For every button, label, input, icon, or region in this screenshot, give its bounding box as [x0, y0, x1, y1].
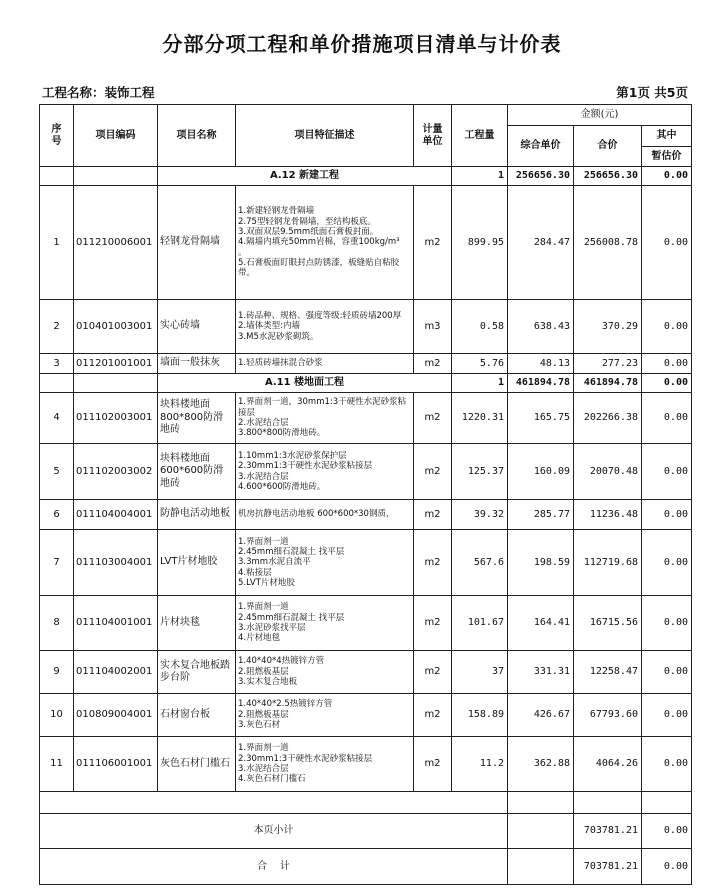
row-seq: 3: [40, 354, 74, 374]
row-total: 4064.26: [574, 737, 642, 792]
row-qty: 39.32: [452, 500, 508, 530]
section-unit-price: 256656.30: [508, 167, 574, 186]
row-unit: m2: [414, 651, 452, 694]
row-unit-price: 426.67: [508, 694, 574, 737]
row-provisional: 0.00: [642, 651, 692, 694]
row-unit: m2: [414, 186, 452, 300]
row-provisional: 0.00: [642, 393, 692, 444]
row-code: 011104001001: [74, 596, 158, 651]
row-code: 011104004001: [74, 500, 158, 530]
row-seq: 5: [40, 444, 74, 500]
row-unit: m2: [414, 354, 452, 374]
row-seq: 7: [40, 530, 74, 596]
row-seq: 1: [40, 186, 74, 300]
row-seq: 9: [40, 651, 74, 694]
row-desc: 1.40*40*2.5热镀锌方管 2.阻燃板基层 3.灰色石材: [236, 694, 414, 737]
row-seq: 2: [40, 300, 74, 354]
row-provisional: 0.00: [642, 694, 692, 737]
section-qty: 1: [452, 167, 508, 186]
table-row: [40, 354, 692, 374]
table-row: [40, 596, 692, 651]
grand-total-provisional: 0.00: [642, 849, 692, 885]
subtotal-row: [40, 814, 692, 849]
row-unit-price: 160.09: [508, 444, 574, 500]
page-title: 分部分项工程和单价措施项目清单与计价表: [162, 32, 562, 56]
row-seq: 6: [40, 500, 74, 530]
table-row: [40, 737, 692, 792]
row-desc: 1.界面剂一道 2.45mm细石混凝土 找平层 3.水泥砂浆找平层 4.片材地毯: [236, 596, 414, 651]
row-name: 防静电活动地板: [158, 500, 236, 530]
row-seq: 8: [40, 596, 74, 651]
row-unit: m2: [414, 500, 452, 530]
header-desc: 项目特征描述: [236, 105, 414, 167]
section-provisional: 0.00: [642, 374, 692, 393]
row-name: 灰色石材门槛石: [158, 737, 236, 792]
row-total: 12258.47: [574, 651, 642, 694]
row-provisional: 0.00: [642, 444, 692, 500]
row-desc: 1.界面剂一道 2.30mm1:3干硬性水泥砂浆粘接层 3.水泥结合层 4.灰色石材门槛石: [236, 737, 414, 792]
row-unit-price: 165.75: [508, 393, 574, 444]
row-unit-price: 638.43: [508, 300, 574, 354]
table-row: [40, 393, 692, 444]
row-qty: 5.76: [452, 354, 508, 374]
row-qty: 1220.31: [452, 393, 508, 444]
subtotal-label: 本页小计: [40, 814, 508, 849]
header-name: 项目名称: [158, 105, 236, 167]
row-code: 011210006001: [74, 186, 158, 300]
page-info: 第1页 共5页: [616, 85, 688, 100]
row-unit: m2: [414, 596, 452, 651]
table-row: [40, 530, 692, 596]
row-code: 010401003001: [74, 300, 158, 354]
row-desc: 1.界面剂一道，30mm1:3干硬性水泥砂浆粘接层 2.水泥结合层 3.800*800防滑地砖。: [236, 393, 414, 444]
row-desc: 1.砖品种、规格、强度等级:轻质砖墙200厚 2.墙体类型:内墙 3.M5水泥砂浆砌筑。: [236, 300, 414, 354]
row-qty: 11.2: [452, 737, 508, 792]
grand-total-row: [40, 849, 692, 885]
row-seq: 11: [40, 737, 74, 792]
row-unit: m2: [414, 444, 452, 500]
row-name: 实木复合地板踏步台阶: [158, 651, 236, 694]
row-name: 块料楼地面800*800防滑地砖: [158, 393, 236, 444]
row-total: 370.29: [574, 300, 642, 354]
row-code: 011106001001: [74, 737, 158, 792]
row-desc: 机房抗静电活动地板 600*600*30钢质，: [236, 500, 414, 530]
row-unit-price: 48.13: [508, 354, 574, 374]
row-name: 实心砖墙: [158, 300, 236, 354]
row-code: 011104002001: [74, 651, 158, 694]
header-total: 合价: [574, 126, 642, 167]
grand-total-label: 合 计: [40, 849, 508, 885]
row-total: 112719.68: [574, 530, 642, 596]
row-qty: 567.6: [452, 530, 508, 596]
section-total: 461894.78: [574, 374, 642, 393]
table-row: [40, 500, 692, 530]
row-code: 010809004001: [74, 694, 158, 737]
row-qty: 125.37: [452, 444, 508, 500]
row-provisional: 0.00: [642, 596, 692, 651]
row-desc: 1.10mm1:3水泥砂浆保护层 2.30mm1:3干硬性水泥砂浆粘接层 3.水泥结合层 4.600*600防滑地砖。: [236, 444, 414, 500]
row-qty: 37: [452, 651, 508, 694]
section-provisional: 0.00: [642, 167, 692, 186]
row-unit-price: 285.77: [508, 500, 574, 530]
header-unit: 计量单位: [414, 105, 452, 167]
row-unit: m2: [414, 694, 452, 737]
row-total: 11236.48: [574, 500, 642, 530]
header-seq: 序号: [40, 105, 74, 167]
row-qty: 158.89: [452, 694, 508, 737]
row-unit-price: 362.88: [508, 737, 574, 792]
row-provisional: 0.00: [642, 737, 692, 792]
subtotal-total: 703781.21: [574, 814, 642, 849]
row-unit: m2: [414, 393, 452, 444]
project-name: 工程名称：装饰工程: [42, 85, 155, 100]
row-provisional: 0.00: [642, 300, 692, 354]
row-qty: 899.95: [452, 186, 508, 300]
row-code: 011103004001: [74, 530, 158, 596]
row-code: 011102003001: [74, 393, 158, 444]
row-provisional: 0.00: [642, 354, 692, 374]
section-qty: 1: [452, 374, 508, 393]
row-unit-price: 198.59: [508, 530, 574, 596]
table-row: [40, 694, 692, 737]
row-unit-price: 164.41: [508, 596, 574, 651]
table-row: [40, 186, 692, 300]
row-desc: 1.轻质砖墙抹混合砂浆: [236, 354, 414, 374]
row-desc: 1.新建轻钢龙骨隔墙 2.75型轻钢龙骨隔墙，至结构板底。 3.双面双层9.5mm纸面石膏板封面。 4.隔墙内填充50mm岩棉，容重100kg/m³ 。 5.石膏板面盯眼封点防锈漆，板缝贴自粘胶带。: [236, 186, 414, 300]
row-desc: 1.界面剂一道 2.45mm细石混凝土 找平层 3.3mm水泥自流平 4.粘接层 5.LVT片材地胶: [236, 530, 414, 596]
header-provisional: 暂估价: [642, 147, 692, 167]
row-total: 277.23: [574, 354, 642, 374]
row-seq: 4: [40, 393, 74, 444]
table-row: [40, 651, 692, 694]
spacer-row: [40, 792, 692, 814]
row-provisional: 0.00: [642, 530, 692, 596]
row-total: 20070.48: [574, 444, 642, 500]
row-code: 011102003002: [74, 444, 158, 500]
row-unit-price: 331.31: [508, 651, 574, 694]
section-unit-price: 461894.78: [508, 374, 574, 393]
row-unit: m2: [414, 530, 452, 596]
header-unit-price: 综合单价: [508, 126, 574, 167]
row-name: 片材块毯: [158, 596, 236, 651]
row-provisional: 0.00: [642, 500, 692, 530]
row-unit-price: 284.47: [508, 186, 574, 300]
row-name: 石材窗台板: [158, 694, 236, 737]
row-total: 16715.56: [574, 596, 642, 651]
header-among: 其中: [642, 126, 692, 147]
row-qty: 0.58: [452, 300, 508, 354]
row-name: 轻钢龙骨隔墙: [158, 186, 236, 300]
row-total: 67793.60: [574, 694, 642, 737]
row-total: 202266.38: [574, 393, 642, 444]
row-seq: 10: [40, 694, 74, 737]
row-provisional: 0.00: [642, 186, 692, 300]
grand-total-total: 703781.21: [574, 849, 642, 885]
table-row: [40, 444, 692, 500]
section-total: 256656.30: [574, 167, 642, 186]
row-desc: 1.40*40*4热镀锌方管 2.阻燃板基层 3.实木复合地板: [236, 651, 414, 694]
row-unit: m3: [414, 300, 452, 354]
section-title: A.11 楼地面工程: [158, 374, 452, 393]
bill-table: [39, 104, 692, 885]
header-amount: 金额(元): [508, 105, 692, 126]
section-title: A.12 新建工程: [158, 167, 452, 186]
row-name: 墙面一般抹灰: [158, 354, 236, 374]
row-total: 256008.78: [574, 186, 642, 300]
section-row: [40, 167, 692, 186]
header-code: 项目编码: [74, 105, 158, 167]
row-unit: m2: [414, 737, 452, 792]
table-row: [40, 300, 692, 354]
row-name: LVT片材地胶: [158, 530, 236, 596]
row-qty: 101.67: [452, 596, 508, 651]
row-name: 块料楼地面600*600防滑地砖: [158, 444, 236, 500]
section-row: [40, 374, 692, 393]
subtotal-provisional: 0.00: [642, 814, 692, 849]
header-qty: 工程量: [452, 105, 508, 167]
row-code: 011201001001: [74, 354, 158, 374]
